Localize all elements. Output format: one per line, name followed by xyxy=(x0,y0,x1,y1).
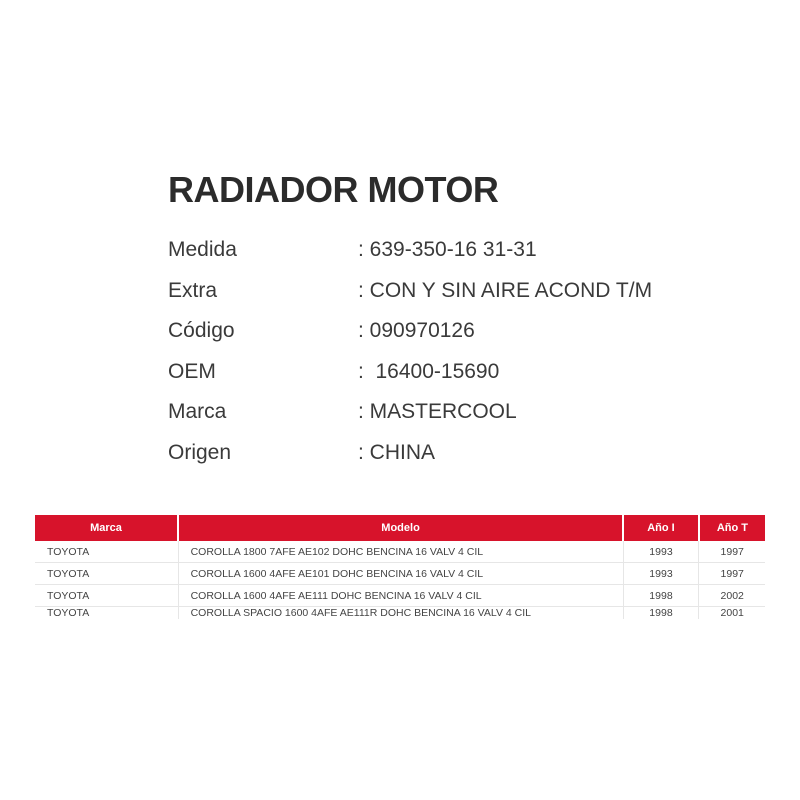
table-row xyxy=(35,563,765,585)
cell-ano-t: 1997 xyxy=(699,563,765,585)
column-header-modelo: Modelo xyxy=(178,515,623,541)
cell-ano-i: 1998 xyxy=(623,607,699,620)
table-row xyxy=(35,541,765,563)
applications-table xyxy=(35,515,765,619)
cell-ano-t: 1997 xyxy=(699,541,765,563)
spec-label: Código xyxy=(168,319,235,343)
cell-marca: TOYOTA xyxy=(35,585,178,607)
cell-modelo: COROLLA SPACIO 1600 4AFE AE111R DOHC BENCINA 16 VALV 4 CIL xyxy=(178,607,623,620)
spec-label: Origen xyxy=(168,440,232,464)
cell-ano-t: 2002 xyxy=(699,585,765,607)
table-row xyxy=(35,585,765,607)
spec-row-oem xyxy=(168,352,728,393)
spec-row-origen xyxy=(168,433,728,474)
spec-label: OEM xyxy=(168,359,216,383)
spec-label: Medida xyxy=(168,238,237,262)
spec-label: Marca xyxy=(168,400,227,424)
spec-row-codigo xyxy=(168,311,728,352)
cell-ano-i: 1998 xyxy=(623,585,699,607)
spec-row-marca xyxy=(168,392,728,433)
column-header-ano-t: Año T xyxy=(699,515,765,541)
spec-value: : CHINA xyxy=(358,440,436,464)
spec-value: : 639-350-16 31-31 xyxy=(358,238,537,262)
cell-ano-t: 2001 xyxy=(720,607,744,619)
spec-row-extra xyxy=(168,271,728,312)
spec-row-medida xyxy=(168,230,728,271)
column-header-marca: Marca xyxy=(35,515,178,541)
spec-value: : 090970126 xyxy=(358,319,475,343)
cell-marca: TOYOTA xyxy=(35,607,178,620)
table-row xyxy=(35,607,765,620)
cell-ano-i: 1993 xyxy=(623,563,699,585)
cell-modelo: COROLLA 1600 4AFE AE111 DOHC BENCINA 16 VALV 4 CIL xyxy=(178,585,623,607)
cell-ano-i: 1993 xyxy=(623,541,699,563)
spec-value: : MASTERCOOL xyxy=(358,400,517,424)
column-header-ano-i: Año I xyxy=(623,515,699,541)
spec-value: : CON Y SIN AIRE ACOND T/M xyxy=(358,278,653,302)
product-title: RADIADOR MOTOR xyxy=(168,169,499,210)
spec-value: : 16400-15690 xyxy=(358,359,500,383)
cell-modelo: COROLLA 1600 4AFE AE101 DOHC BENCINA 16 VALV 4 CIL xyxy=(178,563,623,585)
cell-modelo: COROLLA 1800 7AFE AE102 DOHC BENCINA 16 VALV 4 CIL xyxy=(178,541,623,563)
spec-list xyxy=(168,230,728,473)
cell-marca: TOYOTA xyxy=(35,563,178,585)
cell-marca: TOYOTA xyxy=(35,541,178,563)
table-header-row xyxy=(35,515,765,541)
spec-label: Extra xyxy=(168,278,218,302)
